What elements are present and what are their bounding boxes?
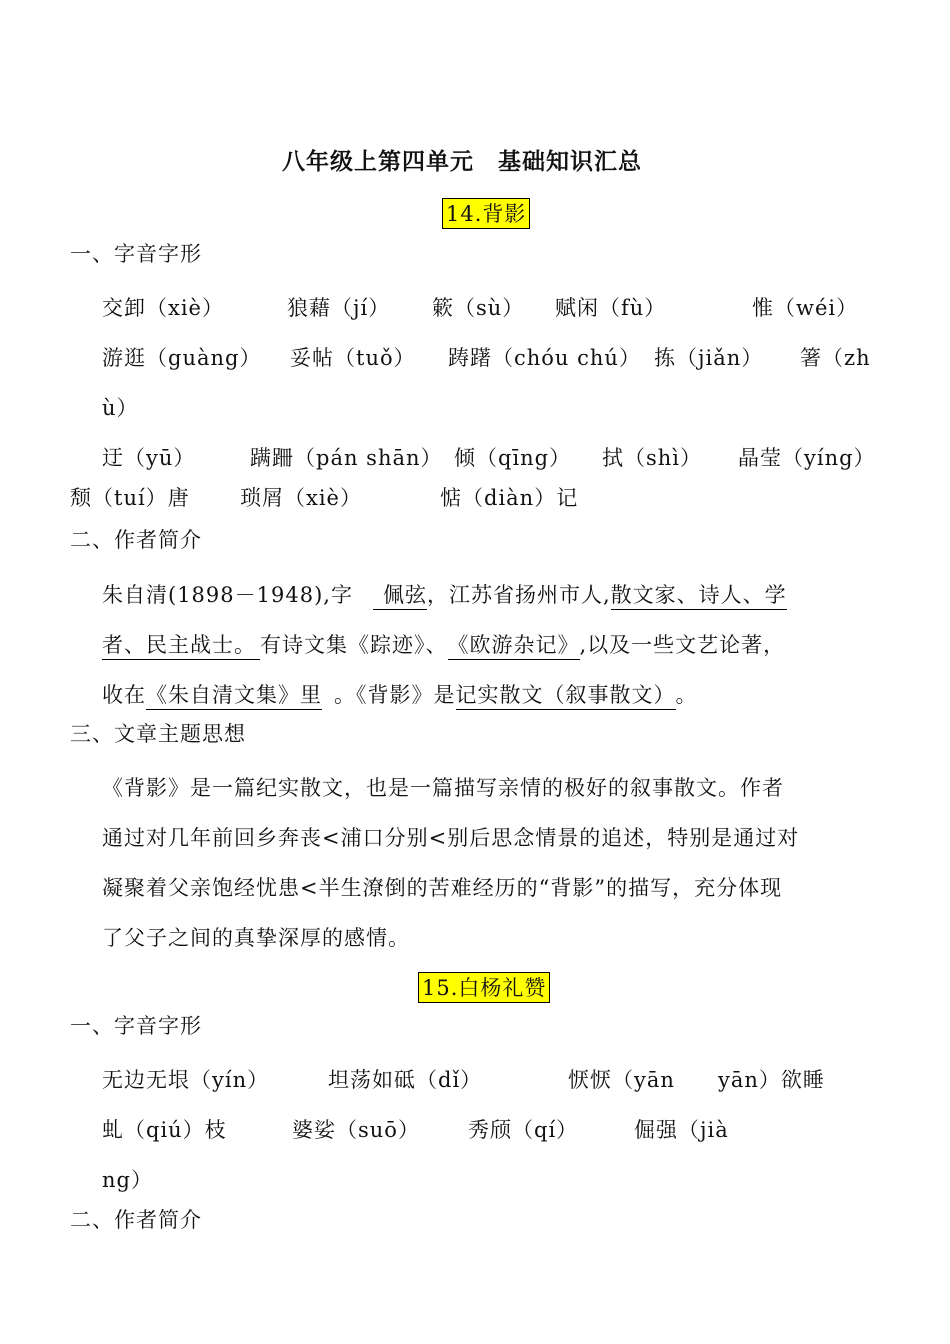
author-line-3-end: 。 <box>675 683 698 707</box>
s15-word-1: 无边无垠（yín） <box>102 1068 270 1092</box>
s14-word-10-wrap: ù） <box>102 396 139 420</box>
blank-genre: 记实散文（叙事散文） <box>456 685 676 710</box>
s15-word-7-wrap: ng） <box>102 1168 153 1192</box>
s15-word-3: 恹恹（yān <box>568 1068 675 1092</box>
s14-word-8: 踌躇（chóu chú） <box>448 346 641 370</box>
s14-word-10: 箸（zh <box>800 346 871 370</box>
s15-word-3-cont: yān）欲睡 <box>718 1068 825 1092</box>
s14-theme-line-1: 《背影》是一篇纪实散文，也是一篇描写亲情的极好的叙事散文。作者 <box>102 776 784 800</box>
s14-word-6: 游逛（guàng） <box>102 346 262 370</box>
blank-occupation-cont: 者、民主战士。 <box>102 635 260 660</box>
blank-collection: 《欧游杂记》 <box>448 635 580 660</box>
blank-anthology: 《朱自清文集》里 <box>146 685 322 710</box>
s14-word-15: 晶莹（yíng） <box>738 446 876 470</box>
s14-word-3: 簌（sù） <box>432 296 525 320</box>
author-line-1-mid: ，江苏省扬州市人, <box>426 583 611 607</box>
author-line-1-text: 朱自清(1898－1948),字 <box>102 583 353 607</box>
s14-word-16: 颓（tuí）唐 <box>70 486 190 510</box>
s14-theme-line-4: 了父子之间的真挚深厚的感情。 <box>102 926 410 950</box>
s14-theme-line-2: 通过对几年前回乡奔丧<浦口分别<别后思念情景的追述，特别是通过对 <box>102 826 800 850</box>
s14-word-1: 交卸（xiè） <box>102 296 224 320</box>
s14-author-line-1 <box>102 585 787 610</box>
s14-theme-line-3: 凝聚着父亲饱经忧患<半生潦倒的苦难经历的“背影”的描写，充分体现 <box>102 876 783 900</box>
author-line-2-end: ,以及一些文艺论著， <box>579 633 786 657</box>
s14-word-17: 琐屑（xiè） <box>240 486 362 510</box>
s15-heading-author: 二、作者简介 <box>70 1208 202 1232</box>
s15-word-7: 倔强（jià <box>634 1118 729 1142</box>
s15-word-5: 婆娑（suō） <box>292 1118 420 1142</box>
s14-word-12: 蹒跚（pán shān） <box>250 446 443 470</box>
s14-author-line-2 <box>102 635 785 660</box>
s14-word-18: 惦（diàn）记 <box>440 486 579 510</box>
s15-heading-pronunciation: 一、字音字形 <box>70 1014 202 1038</box>
author-line-3-mid: 。《背影》是 <box>334 683 456 707</box>
lesson-14-label <box>442 204 530 225</box>
lesson-15-label <box>418 978 550 999</box>
s14-word-4: 赋闲（fù） <box>555 296 667 320</box>
s14-word-9: 拣（jiǎn） <box>654 346 764 370</box>
s15-word-2: 坦荡如砥（dǐ） <box>328 1068 483 1092</box>
blank-occupation: 散文家、诗人、学 <box>611 585 787 610</box>
s14-word-7: 妥帖（tuǒ） <box>290 346 416 370</box>
lesson-14-highlight: 14.背影 <box>442 198 530 229</box>
s15-word-4: 虬（qiú）枝 <box>102 1118 227 1142</box>
author-line-2-mid: 有诗文集《踪迹》、 <box>260 633 448 657</box>
s14-word-2: 狼藉（jí） <box>287 296 391 320</box>
lesson-15-highlight: 15.白杨礼赞 <box>418 972 550 1003</box>
s14-word-13: 倾（qīng） <box>454 446 572 470</box>
author-line-3-pre: 收在 <box>102 683 146 707</box>
s14-heading-pronunciation: 一、字音字形 <box>70 242 202 266</box>
s14-word-11: 迂（yū） <box>102 446 196 470</box>
s14-heading-author: 二、作者简介 <box>70 528 202 552</box>
s14-author-line-3 <box>102 685 698 710</box>
s15-word-6: 秀颀（qí） <box>468 1118 579 1142</box>
s14-heading-theme: 三、文章主题思想 <box>70 722 246 746</box>
s14-word-14: 拭（shì） <box>602 446 703 470</box>
document-title: 八年级上第四单元 基础知识汇总 <box>282 149 642 175</box>
s14-word-5: 惟（wéi） <box>752 296 859 320</box>
blank-courtesy-name: 佩弦 <box>373 585 427 610</box>
